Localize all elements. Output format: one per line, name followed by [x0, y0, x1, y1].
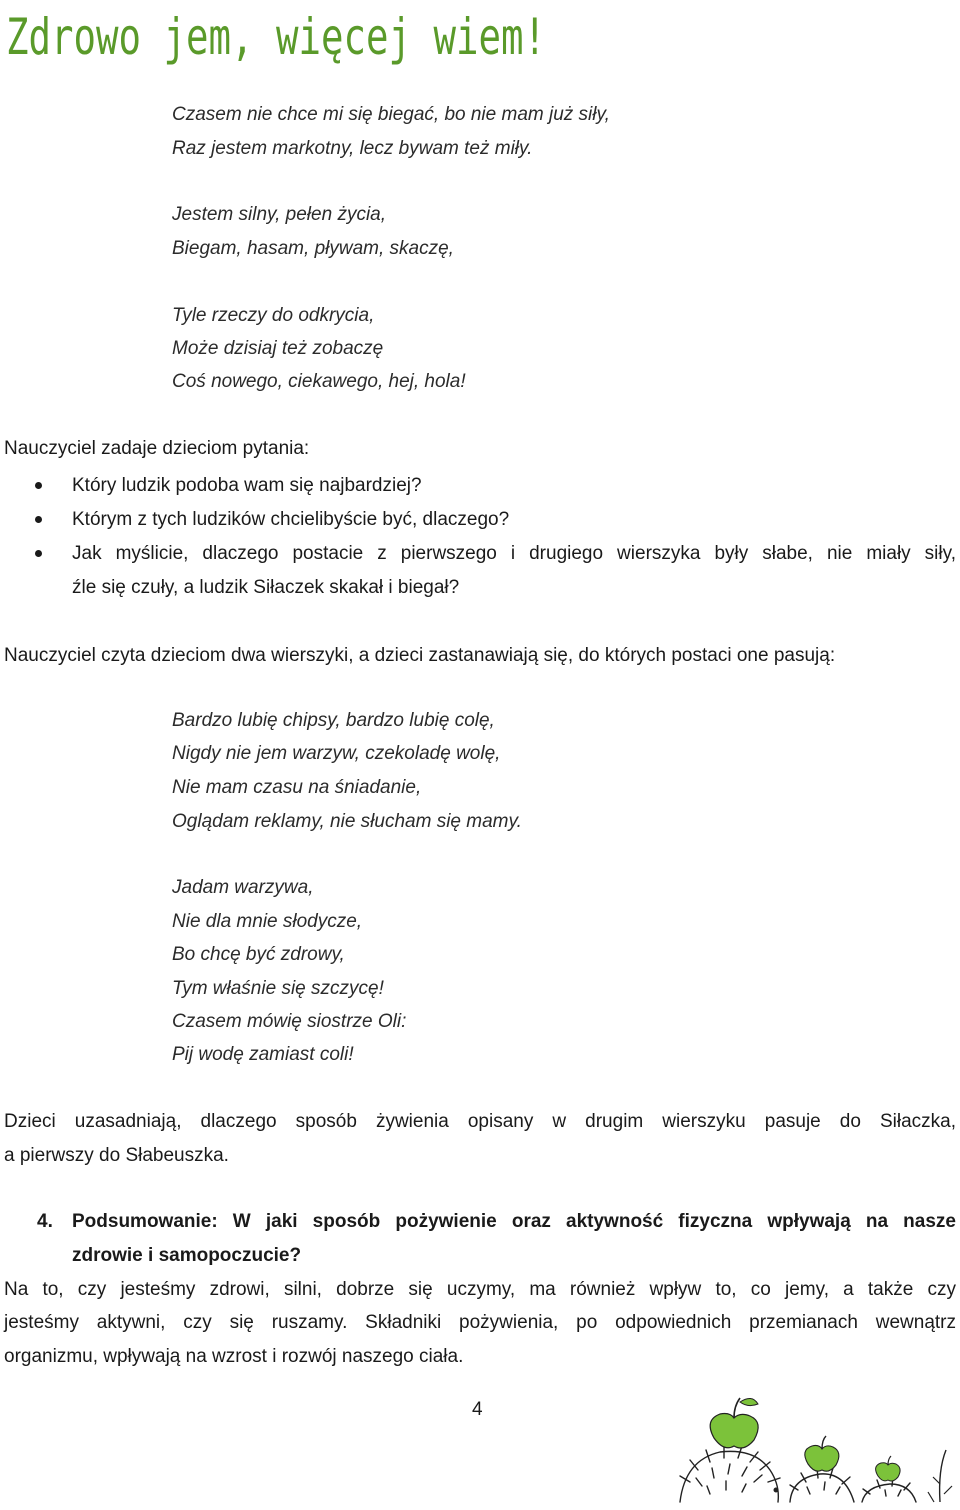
verse-line: Czasem nie chce mi się biegać, bo nie mam już siły, [172, 104, 610, 125]
question-item-continuation: źle się czuły, a ludzik Siłaczek skakał i biegał? [72, 577, 460, 598]
hedgehog-illustration [640, 1390, 960, 1505]
poem-line: Jadam warzywa, [172, 877, 314, 898]
bullet-icon [35, 516, 42, 523]
summary-line: organizmu, wpływają na wzrost i rozwój naszego ciała. [4, 1346, 464, 1367]
poem-line: Pij wodę zamiast coli! [172, 1044, 354, 1065]
verse-line: Jestem silny, pełen życia, [172, 204, 387, 225]
page-number: 4 [472, 1399, 483, 1420]
question-item: Którym z tych ludzików chcielibyście być, dlaczego? [72, 509, 510, 530]
section-heading: Podsumowanie: W jaki sposób pożywienie oraz aktywność fizyczna wpływają na nasze [72, 1211, 956, 1232]
poem-line: Nigdy nie jem warzyw, czekoladę wolę, [172, 743, 501, 764]
poem-line: Bardzo lubię chipsy, bardzo lubię colę, [172, 710, 495, 731]
verse-line: Biegam, hasam, pływam, skaczę, [172, 238, 454, 259]
bullet-icon [35, 550, 42, 557]
section-heading-continuation: zdrowie i samopoczucie? [72, 1245, 302, 1266]
question-item: Jak myślicie, dlaczego postacie z pierwszego i drugiego wierszyka były słabe, nie miały siły, [72, 543, 956, 564]
verse-line: Raz jestem markotny, lecz bywam też miły. [172, 138, 533, 159]
section-number: 4. [37, 1211, 53, 1232]
verse-line: Coś nowego, ciekawego, hej, hola! [172, 371, 466, 392]
page-title [6, 2, 606, 72]
questions-intro: Nauczyciel zadaje dzieciom pytania: [4, 438, 310, 459]
conclusion-line: a pierwszy do Słabeuszka. [4, 1145, 229, 1166]
title-handwritten [6, 2, 606, 72]
poem-line: Tym właśnie się szczycę! [172, 978, 384, 999]
title-text: Zdrowo jem, więcej wiem! [6, 8, 546, 66]
hedgehog-icon [640, 1390, 960, 1505]
poem-line: Bo chcę być zdrowy, [172, 944, 345, 965]
verse-line: Może dzisiaj też zobaczę [172, 338, 384, 359]
summary-line: jesteśmy aktywni, czy się ruszamy. Składniki pożywienia, po odpowiednich przemianach wewnątrz [4, 1312, 956, 1333]
poem-line: Oglądam reklamy, nie słucham się mamy. [172, 811, 522, 832]
summary-line: Na to, czy jesteśmy zdrowi, silni, dobrze się uczymy, ma również wpływ to, co jemy, a także czy [4, 1279, 956, 1300]
poems-intro: Nauczyciel czyta dzieciom dwa wierszyki, a dzieci zastanawiają się, do których postaci one pasują: [4, 645, 836, 666]
poem-line: Nie dla mnie słodycze, [172, 911, 363, 932]
bullet-icon [35, 482, 42, 489]
poem-line: Nie mam czasu na śniadanie, [172, 777, 422, 798]
verse-line: Tyle rzeczy do odkrycia, [172, 305, 375, 326]
question-item: Który ludzik podoba wam się najbardziej? [72, 475, 422, 496]
conclusion-line: Dzieci uzasadniają, dlaczego sposób żywienia opisany w drugim wierszyku pasuje do Siłaczka, [4, 1111, 956, 1132]
poem-line: Czasem mówię siostrze Oli: [172, 1011, 407, 1032]
apple-icon [710, 1398, 758, 1448]
